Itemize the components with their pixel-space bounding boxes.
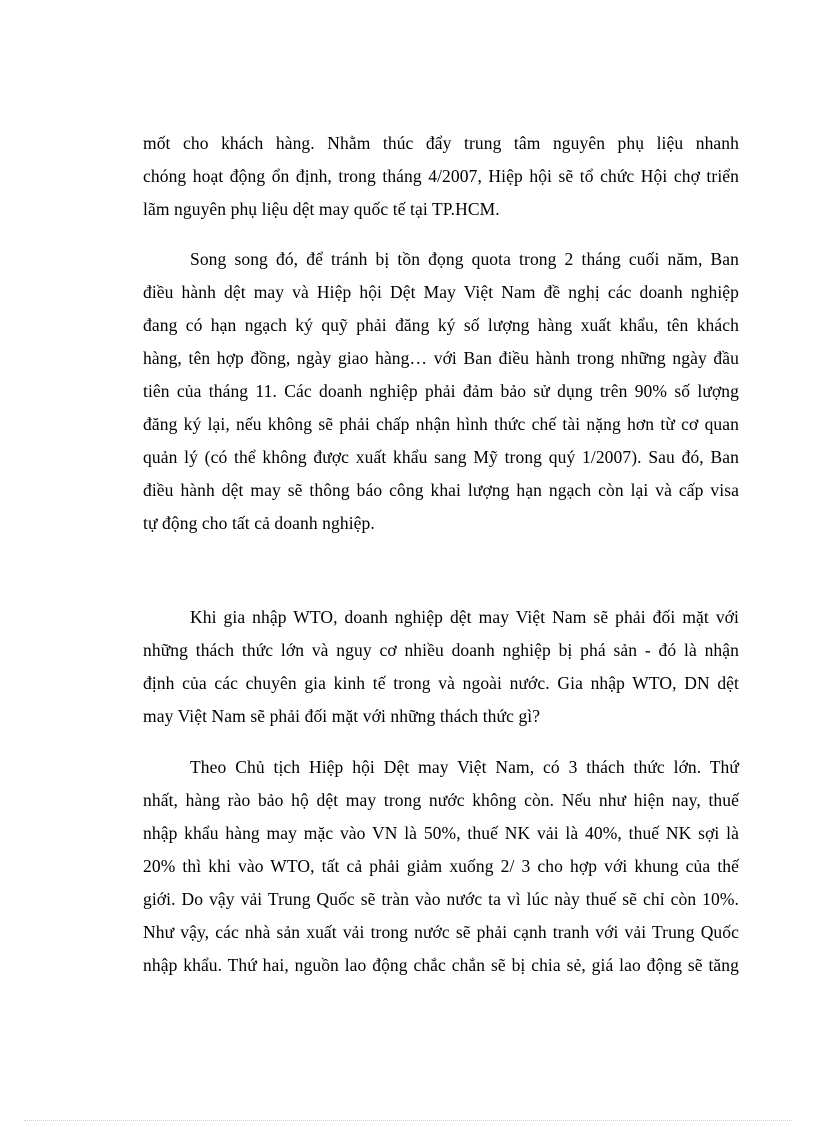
text-line: điều hành dệt may sẽ thông báo công khai lượng hạn ngạch còn lại và cấp visa xyxy=(143,480,739,500)
text-line: chóng hoạt động ổn định, trong tháng 4/2007, Hiệp hội sẽ tổ chức Hội chợ triển xyxy=(143,166,739,186)
text-line: định của các chuyên gia kinh tế trong và ngoài nước. Gia nhập WTO, DN dệt xyxy=(143,673,739,693)
text-line: may Việt Nam sẽ phải đối mặt với những thách thức gì? xyxy=(143,706,541,726)
text-line: lãm nguyên phụ liệu dệt may quốc tế tại TP.HCM. xyxy=(143,199,500,219)
text-line: tiên của tháng 11. Các doanh nghiệp phải đảm bảo sử dụng trên 90% số lượng xyxy=(143,381,739,401)
text-line: nhập khẩu hàng may mặc vào VN là 50%, thuế NK vải là 40%, thuế NK sợi là xyxy=(143,823,739,843)
text-line: Theo Chủ tịch Hiệp hội Dệt may Việt Nam, có 3 thách thức lớn. Thứ xyxy=(190,757,739,777)
paragraph-2 xyxy=(143,243,739,540)
text-line: Như vậy, các nhà sản xuất vải trong nước sẽ phải cạnh tranh với vải Trung Quốc xyxy=(143,922,739,942)
paragraph-1 xyxy=(143,127,739,226)
paragraph-3 xyxy=(143,601,739,733)
text-line: quản lý (có thể không được xuất khẩu sang Mỹ trong quý 1/2007). Sau đó, Ban xyxy=(143,447,739,467)
paragraph-4 xyxy=(143,751,739,982)
text-line: 20% thì khi vào WTO, tất cả phải giảm xuống 2/ 3 cho hợp với khung của thế xyxy=(143,856,739,876)
text-line: Khi gia nhập WTO, doanh nghiệp dệt may Việt Nam sẽ phải đối mặt với xyxy=(190,607,739,627)
text-line: mốt cho khách hàng. Nhằm thúc đẩy trung tâm nguyên phụ liệu nhanh xyxy=(143,133,739,153)
text-line: đăng ký lại, nếu không sẽ phải chấp nhận hình thức chế tài nặng hơn từ cơ quan xyxy=(143,414,739,434)
text-line: đang có hạn ngạch ký quỹ phải đăng ký số lượng hàng xuất khẩu, tên khách xyxy=(143,315,739,335)
text-line: Song song đó, để tránh bị tồn đọng quota trong 2 tháng cuối năm, Ban xyxy=(190,249,739,269)
text-line: điều hành dệt may và Hiệp hội Dệt May Việt Nam đề nghị các doanh nghiệp xyxy=(143,282,739,302)
text-line: nhất, hàng rào bảo hộ dệt may trong nước không còn. Nếu như hiện nay, thuế xyxy=(143,790,739,810)
text-line: những thách thức lớn và nguy cơ nhiều doanh nghiệp bị phá sản - đó là nhận xyxy=(143,640,739,660)
text-line: hàng, tên hợp đồng, ngày giao hàng… với Ban điều hành trong những ngày đầu xyxy=(143,348,739,368)
text-line: nhập khẩu. Thứ hai, nguồn lao động chắc chắn sẽ bị chia sẻ, giá lao động sẽ tăng xyxy=(143,955,739,975)
text-line: giới. Do vậy vải Trung Quốc sẽ tràn vào nước ta vì lúc này thuế sẽ chỉ còn 10%. xyxy=(143,889,739,909)
text-line: tự động cho tất cả doanh nghiệp. xyxy=(143,513,375,533)
page-bottom-rule xyxy=(24,1120,792,1121)
